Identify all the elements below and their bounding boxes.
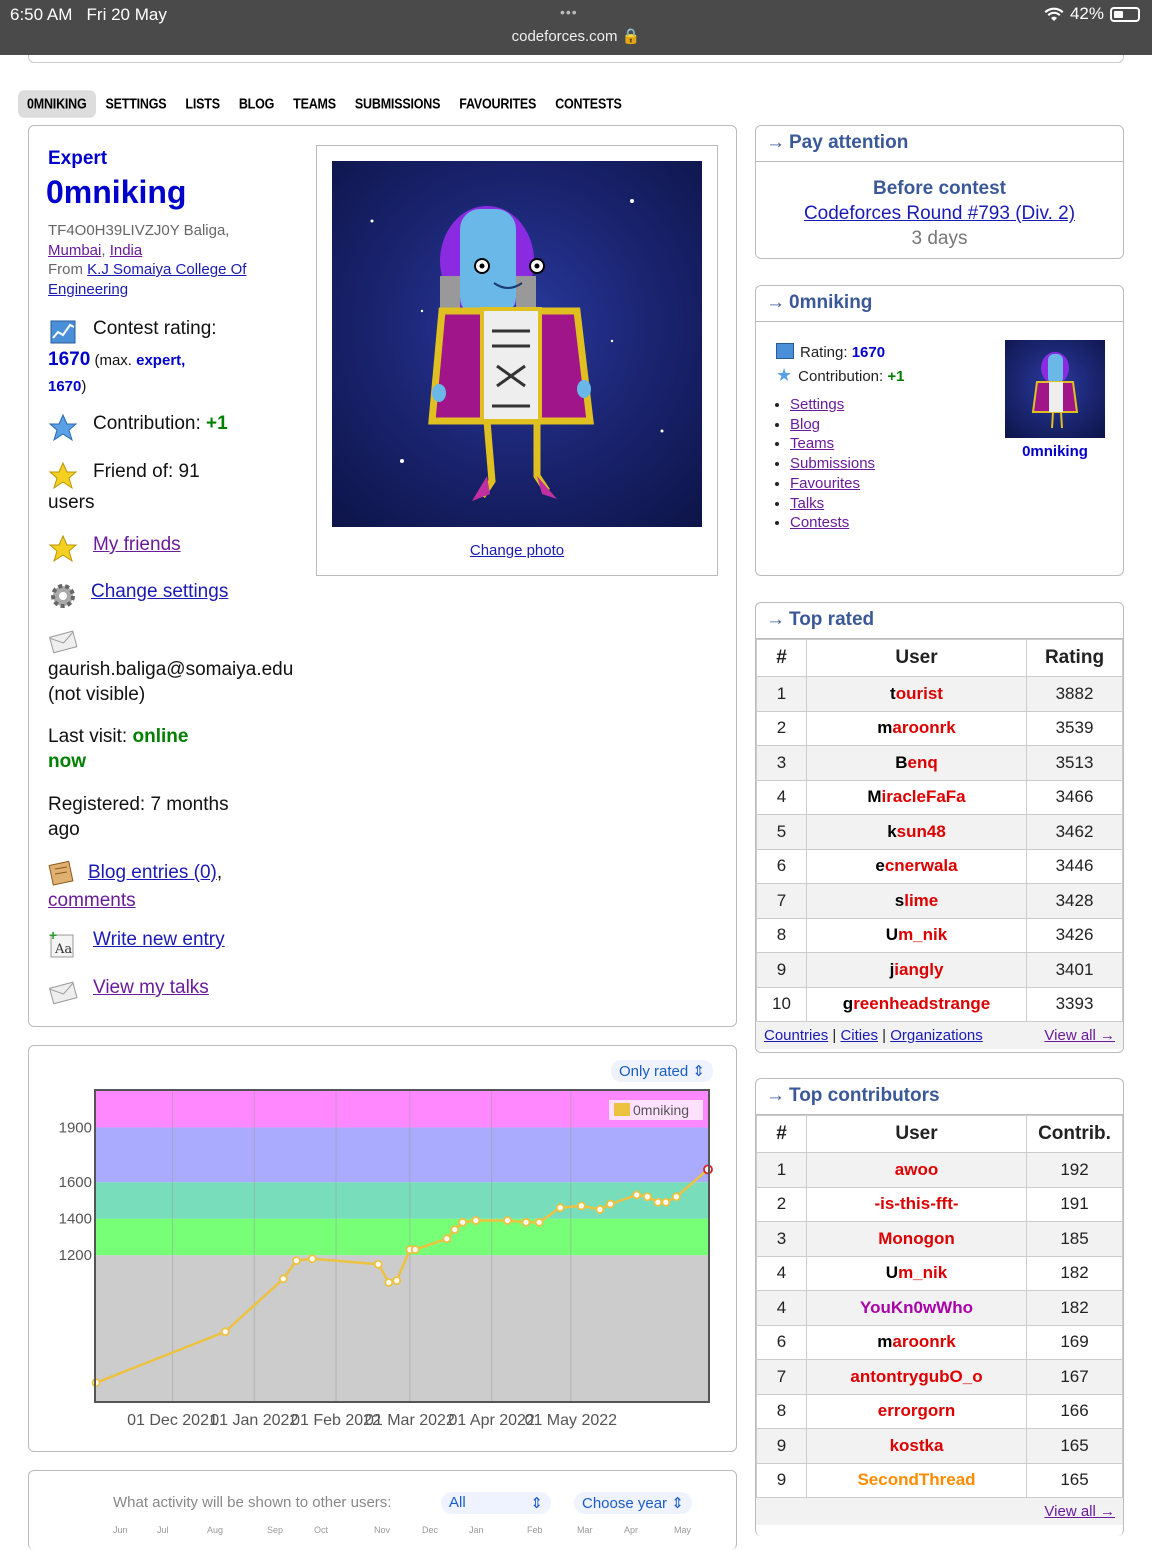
activity-box <box>28 1470 737 1550</box>
row-rank: 6 <box>757 1325 807 1360</box>
row-rank: 5 <box>757 815 807 850</box>
rating-band <box>96 1255 708 1401</box>
rating-graph-icon <box>48 318 78 348</box>
user-link[interactable]: maroonrk <box>807 711 1027 746</box>
table-row <box>757 1463 1123 1498</box>
mini-link-favourites[interactable]: Favourites <box>790 474 861 492</box>
table-row <box>757 1153 1123 1188</box>
rating-point[interactable] <box>654 1199 661 1206</box>
table-row <box>757 1360 1123 1395</box>
user-link[interactable]: awoo <box>807 1153 1027 1188</box>
rating-band <box>96 1219 708 1255</box>
avatar-illustration <box>332 161 702 527</box>
change-settings-row <box>48 581 228 611</box>
rating-band <box>96 1127 708 1182</box>
mini-links <box>790 395 875 533</box>
user-link[interactable]: Benq <box>807 746 1027 781</box>
table-row <box>757 849 1123 884</box>
row-value: 182 <box>1027 1291 1123 1326</box>
top-contributors-table <box>756 1115 1123 1498</box>
write-entry-row <box>48 929 225 959</box>
y-tick-label: 1200 <box>58 1247 92 1265</box>
nav-submissions[interactable]: SUBMISSIONS <box>354 95 441 113</box>
user-link[interactable]: Um_nik <box>807 918 1027 953</box>
rating-point[interactable] <box>412 1246 419 1253</box>
col-rating: Rating <box>1027 640 1123 677</box>
month-label: Nov <box>374 1525 391 1535</box>
contest-rating-row: Contest rating: <box>48 318 217 348</box>
row-rank: 3 <box>757 1222 807 1257</box>
arrow-right-icon: → <box>766 292 785 313</box>
comments-link[interactable]: comments <box>48 890 136 911</box>
row-value: 165 <box>1027 1463 1123 1498</box>
row-value: 165 <box>1027 1429 1123 1464</box>
user-link[interactable]: tourist <box>807 677 1027 712</box>
y-tick-label: 1900 <box>58 1119 92 1137</box>
write-entry-icon <box>48 929 78 959</box>
row-rank: 4 <box>757 1291 807 1326</box>
user-link[interactable]: maroonrk <box>807 1325 1027 1360</box>
row-value: 3539 <box>1027 711 1123 746</box>
user-link[interactable]: -is-this-fft- <box>807 1187 1027 1222</box>
row-rank: 1 <box>757 1153 807 1188</box>
rating-point[interactable] <box>280 1275 287 1282</box>
rating-band <box>96 1182 708 1218</box>
envelope-icon <box>48 977 78 1007</box>
mini-link-contests[interactable]: Contests <box>790 514 850 532</box>
table-row <box>757 1291 1123 1326</box>
photo-frame <box>316 145 718 576</box>
user-mini-box <box>755 285 1124 576</box>
registered-row: Registered: 7 months ago <box>48 794 229 840</box>
legend-label: 0mniking <box>633 1102 690 1118</box>
city-link[interactable]: Mumbai <box>48 241 102 259</box>
mini-link-teams[interactable]: Teams <box>790 435 835 453</box>
mini-link-item <box>790 395 875 415</box>
arrow-right-icon: → <box>766 132 785 153</box>
top-contributors-footer <box>756 1498 1123 1525</box>
gear-icon <box>48 581 78 611</box>
row-value: 185 <box>1027 1222 1123 1257</box>
row-rank: 8 <box>757 1394 807 1429</box>
rating-point[interactable] <box>557 1204 564 1211</box>
row-value: 3401 <box>1027 953 1123 988</box>
row-value: 3882 <box>1027 677 1123 712</box>
row-value: 3513 <box>1027 746 1123 781</box>
profile-nav <box>18 92 632 116</box>
row-value: 3466 <box>1027 780 1123 815</box>
row-value: 191 <box>1027 1187 1123 1222</box>
mini-link-item <box>790 513 875 533</box>
mini-link-submissions[interactable]: Submissions <box>790 455 876 473</box>
month-label: Sep <box>267 1525 284 1535</box>
table-row <box>757 780 1123 815</box>
envelope-icon <box>48 626 78 656</box>
rating-point[interactable] <box>472 1217 479 1224</box>
friend-of-row: Friend of: 91 <box>48 461 200 491</box>
user-link[interactable]: jiangly <box>807 953 1027 988</box>
battery-icon <box>1110 7 1140 22</box>
rating-point[interactable] <box>522 1219 529 1226</box>
nav-profile[interactable]: 0MNIKING <box>18 90 96 118</box>
row-value: 166 <box>1027 1394 1123 1429</box>
row-rank: 4 <box>757 780 807 815</box>
change-photo-link[interactable]: Change photo <box>469 542 565 559</box>
month-label: Apr <box>624 1525 639 1535</box>
x-tick-label: 01 Feb 2022 <box>291 1412 381 1429</box>
top-contributors-box <box>755 1078 1124 1536</box>
rating-point[interactable] <box>662 1199 669 1206</box>
svg-text:Aa: Aa <box>55 942 73 957</box>
rating-point[interactable] <box>673 1193 680 1200</box>
rating-point[interactable] <box>504 1217 511 1224</box>
activity-label: What activity will be shown to other users: <box>113 1494 392 1511</box>
user-link[interactable]: Monogon <box>807 1222 1027 1257</box>
top-rated-box <box>755 602 1124 1053</box>
month-label: Oct <box>314 1525 329 1535</box>
rating-point[interactable] <box>443 1235 450 1242</box>
table-row <box>757 884 1123 919</box>
month-label: Dec <box>422 1525 439 1535</box>
x-tick-label: 01 May 2022 <box>524 1412 618 1429</box>
before-contest-heading: Before contest <box>872 178 1007 199</box>
user-link[interactable]: slime <box>807 884 1027 919</box>
activity-all-select[interactable]: All ⇕ <box>441 1492 551 1514</box>
month-label: May <box>674 1525 692 1535</box>
top-divider <box>28 55 1124 63</box>
friend-users: users <box>48 492 95 513</box>
row-rank: 1 <box>757 677 807 712</box>
month-label: Jun <box>113 1525 128 1535</box>
status-right <box>1044 4 1140 24</box>
row-rank: 4 <box>757 1256 807 1291</box>
star-gold-icon <box>48 534 78 564</box>
user-info: TF4O0H39LIVZJ0Y Baliga, Mumbai, India From K.J Somaiya College Of Engineering <box>48 222 247 298</box>
contest-link[interactable]: Codeforces Round #793 (Div. 2) <box>803 203 1076 224</box>
y-tick-label: 1400 <box>58 1210 92 1228</box>
mini-link-item <box>790 415 875 435</box>
blog-entries-link[interactable]: Blog entries (0) <box>88 862 217 883</box>
month-label: Mar <box>577 1525 593 1535</box>
chart-legend <box>609 1100 703 1120</box>
table-row <box>757 1394 1123 1429</box>
pay-attention-title: → Pay attention <box>756 126 1123 162</box>
user-link[interactable]: ecnerwala <box>807 849 1027 884</box>
browser-dots[interactable]: ••• <box>560 4 578 20</box>
rating-point[interactable] <box>222 1328 229 1335</box>
rating-point[interactable] <box>607 1201 614 1208</box>
row-value: 3428 <box>1027 884 1123 919</box>
table-row <box>757 953 1123 988</box>
rating-point[interactable] <box>644 1193 651 1200</box>
countries-link[interactable]: Countries <box>764 1027 829 1044</box>
row-rank: 9 <box>757 953 807 988</box>
table-row <box>757 815 1123 850</box>
x-tick-label: 01 Apr 2022 <box>448 1412 535 1429</box>
arrow-right-icon: → <box>766 609 785 630</box>
col-rank: # <box>757 640 807 677</box>
arrow-right-icon: → <box>766 1085 785 1106</box>
user-avatar <box>332 161 702 527</box>
my-friends-link[interactable]: My friends <box>93 534 181 555</box>
my-friends-row <box>48 534 181 564</box>
row-value: 169 <box>1027 1325 1123 1360</box>
table-row <box>757 1429 1123 1464</box>
table-row <box>757 918 1123 953</box>
top-rated-footer: Countries | Cities | Organizations View all → <box>756 1022 1123 1049</box>
row-rank: 7 <box>757 1360 807 1395</box>
col-user: User <box>807 1116 1027 1153</box>
wifi-icon <box>1044 7 1064 22</box>
table-row <box>757 1222 1123 1257</box>
svg-text:+: + <box>49 929 58 943</box>
user-link[interactable]: YouKn0wWho <box>807 1291 1027 1326</box>
col-rank: # <box>757 1116 807 1153</box>
rating-point[interactable] <box>459 1219 466 1226</box>
address-bar[interactable]: codeforces.com 🔒 <box>511 28 641 45</box>
table-row <box>757 1325 1123 1360</box>
table-row <box>757 711 1123 746</box>
rating-value: 1670 <box>48 349 91 370</box>
top-rated-title: → Top rated <box>756 603 1123 639</box>
row-rank: 6 <box>757 849 807 884</box>
user-rank: Expert <box>48 148 108 169</box>
rating-graph-icon <box>776 343 794 359</box>
table-row <box>757 1256 1123 1291</box>
star-gold-icon <box>48 461 78 491</box>
nav-teams[interactable]: TEAMS <box>293 95 336 113</box>
contribution-row: Contribution: +1 <box>48 413 228 443</box>
top-rated-table <box>756 639 1123 1022</box>
ios-status-bar <box>0 0 1152 55</box>
user-link[interactable]: ksun48 <box>807 815 1027 850</box>
row-value: 3446 <box>1027 849 1123 884</box>
view-talks-row <box>48 977 209 1007</box>
user-mini-title: → 0mniking <box>756 286 1123 322</box>
row-value: 3462 <box>1027 815 1123 850</box>
last-visit-row: Last visit: online now <box>48 726 189 772</box>
table-row <box>757 746 1123 781</box>
row-rank: 7 <box>757 884 807 919</box>
user-link[interactable]: antontrygubO_o <box>807 1360 1027 1395</box>
user-link[interactable]: Um_nik <box>807 1256 1027 1291</box>
rating-point[interactable] <box>309 1255 316 1262</box>
nav-settings[interactable]: SETTINGS <box>105 95 167 113</box>
row-rank: 9 <box>757 1429 807 1464</box>
rating-point[interactable] <box>633 1191 640 1198</box>
country-link[interactable]: India <box>109 241 143 259</box>
year-select[interactable]: Choose year ⇕ <box>574 1492 692 1514</box>
table-row <box>757 1187 1123 1222</box>
row-value: 167 <box>1027 1360 1123 1395</box>
change-settings-link[interactable]: Change settings <box>91 581 229 602</box>
user-link[interactable]: SecondThread <box>807 1463 1027 1498</box>
y-tick-label: 1600 <box>58 1174 92 1192</box>
mini-handle[interactable]: 0mniking <box>1022 443 1088 460</box>
x-tick-label: 01 Mar 2022 <box>364 1412 455 1429</box>
row-value: 192 <box>1027 1153 1123 1188</box>
month-label: Jul <box>157 1525 169 1535</box>
top-contributors-title: → Top contributors <box>756 1079 1123 1115</box>
row-rank: 9 <box>757 1463 807 1498</box>
mini-link-blog[interactable]: Blog <box>790 415 821 433</box>
rating-point[interactable] <box>451 1226 458 1233</box>
lock-icon: 🔒 <box>621 28 641 45</box>
mini-link-talks[interactable]: Talks <box>790 494 825 512</box>
month-label: Aug <box>207 1525 224 1535</box>
email-row: gaurish.baliga@somaiya.edu (not visible) <box>48 659 294 705</box>
blog-icon <box>48 860 76 886</box>
mini-link-item <box>790 474 875 494</box>
row-rank: 2 <box>757 1187 807 1222</box>
pay-attention-box <box>755 125 1124 259</box>
row-rank: 3 <box>757 746 807 781</box>
view-all-contrib-link[interactable]: View all → <box>1044 1503 1115 1520</box>
x-tick-label: 01 Jan 2022 <box>210 1412 299 1429</box>
col-contrib: Contrib. <box>1027 1116 1123 1153</box>
user-handle: 0mniking <box>46 174 187 210</box>
user-link[interactable]: kostka <box>807 1429 1027 1464</box>
mini-link-item <box>790 494 875 514</box>
status-time: 6:50 AM Fri 20 May <box>10 5 167 24</box>
user-link[interactable]: MiracleFaFa <box>807 780 1027 815</box>
user-link[interactable]: greenheadstrange <box>807 987 1027 1022</box>
rating-point[interactable] <box>596 1206 603 1213</box>
mini-link-item <box>790 434 875 454</box>
month-label: Jan <box>469 1525 484 1535</box>
only-rated-select[interactable]: Only rated ⇕ <box>611 1060 713 1082</box>
mini-link-settings[interactable]: Settings <box>790 396 845 413</box>
nav-favourites[interactable]: FAVOURITES <box>459 95 537 113</box>
nav-blog[interactable]: BLOG <box>238 95 275 113</box>
rating-point[interactable] <box>385 1279 392 1286</box>
updown-chevron-icon: ⇕ <box>671 1495 684 1512</box>
rating-chart <box>29 1046 738 1453</box>
rating-point[interactable] <box>536 1219 543 1226</box>
contest-countdown: 3 days <box>911 228 968 249</box>
mini-avatar-illustration <box>1005 340 1105 438</box>
row-rank: 10 <box>757 987 807 1022</box>
rating-point[interactable] <box>578 1202 585 1209</box>
row-value: 3393 <box>1027 987 1123 1022</box>
mini-rating: 1670 <box>851 344 886 361</box>
month-label: Feb <box>527 1525 543 1535</box>
mini-stats: Rating: 1670 ★ Contribution: +1 <box>776 344 905 385</box>
write-entry-link[interactable]: Write new entry <box>93 929 225 950</box>
user-link[interactable]: errorgorn <box>807 1394 1027 1429</box>
profile-box <box>28 125 737 1027</box>
mini-avatar[interactable] <box>1005 340 1105 438</box>
row-value: 182 <box>1027 1256 1123 1291</box>
x-tick-label: 01 Dec 2021 <box>127 1412 218 1429</box>
nav-contests[interactable]: CONTESTS <box>555 95 622 113</box>
organizations-link[interactable]: Organizations <box>890 1027 983 1044</box>
rating-values: 1670 (max. expert, 1670) <box>48 349 186 395</box>
battery-percent: 42% <box>1069 4 1104 23</box>
row-value: 3426 <box>1027 918 1123 953</box>
star-blue-icon: ★ <box>776 365 793 385</box>
updown-chevron-icon: ⇕ <box>692 1063 705 1080</box>
col-user: User <box>807 640 1027 677</box>
blog-entries-row: Blog entries (0), comments <box>48 859 222 915</box>
updown-chevron-icon: ⇕ <box>530 1495 543 1512</box>
rating-point[interactable] <box>293 1257 300 1264</box>
row-rank: 2 <box>757 711 807 746</box>
nav-lists[interactable]: LISTS <box>185 95 220 113</box>
rating-point[interactable] <box>393 1277 400 1284</box>
star-blue-icon <box>48 413 78 443</box>
table-row <box>757 987 1123 1022</box>
view-talks-link[interactable]: View my talks <box>93 977 209 998</box>
mini-link-item <box>790 454 875 474</box>
view-all-rated-link[interactable]: View all → <box>1044 1027 1115 1044</box>
table-row <box>757 677 1123 712</box>
email-value: gaurish.baliga@somaiya.edu <box>48 659 294 680</box>
cities-link[interactable]: Cities <box>840 1027 878 1044</box>
row-rank: 8 <box>757 918 807 953</box>
rating-chart-box <box>28 1045 737 1452</box>
rating-point[interactable] <box>375 1261 382 1268</box>
organization-link[interactable]: K.J Somaiya College Of Engineering <box>48 261 247 298</box>
